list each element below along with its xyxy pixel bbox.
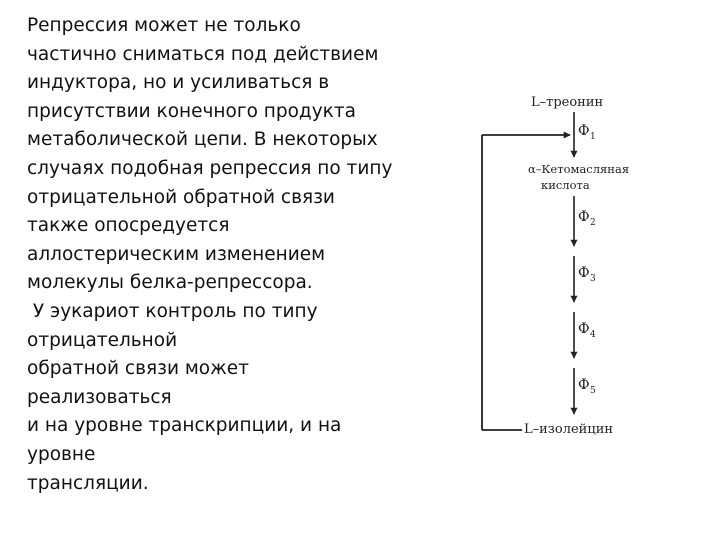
enzyme-phi-symbol: Ф [578, 265, 590, 281]
enzyme-phi-symbol: Ф [578, 377, 590, 393]
text-line: аллостерическим изменением [27, 243, 326, 265]
pathway-step-1 [574, 112, 596, 157]
enzyme-index: 1 [590, 132, 596, 142]
enzyme-phi-symbol: Ф [578, 209, 590, 225]
substrate-label: L–треонин [531, 95, 604, 110]
enzyme-phi-symbol: Ф [578, 321, 590, 337]
text-line: У эукариот контроль по типу [27, 300, 318, 322]
text-line: также опосредуется [27, 215, 230, 237]
enzyme-index: 3 [590, 274, 596, 284]
text-line: уровне [27, 443, 96, 465]
text-line: индуктора, но и усиливаться в [27, 72, 330, 94]
text-line: молекулы белка-репрессора. [27, 272, 313, 294]
pathway-step-5 [574, 368, 596, 414]
text-line: реализоваться [27, 386, 172, 408]
text-line: случаях подобная репрессия по типу [27, 157, 393, 179]
text-line: присутствии конечного продукта [27, 100, 356, 122]
enzyme-phi-symbol: Ф [578, 123, 590, 139]
enzyme-index: 4 [590, 330, 596, 340]
pathway-step-2 [574, 196, 596, 246]
text-line: отрицательной обратной связи [27, 186, 335, 208]
text-line: метаболической цепи. В некоторых [27, 129, 378, 151]
text-line: Репрессия может не только [27, 15, 301, 36]
text-line: трансляции. [27, 472, 149, 494]
text-line: обратной связи может [27, 358, 249, 380]
intermediate-label-line1: α–Кетомасляная [528, 162, 630, 176]
pathway-step-3 [574, 256, 596, 302]
intermediate-label-line2: кислота [541, 178, 590, 192]
end-product-label: L–изолейцин [524, 422, 614, 437]
pathway-step-4 [574, 312, 596, 358]
text-line: отрицательной [27, 329, 178, 351]
enzyme-index: 5 [590, 386, 596, 396]
text-line: частично сниматься под действием [27, 43, 379, 65]
enzyme-index: 2 [590, 218, 596, 228]
text-line: и на уровне транскрипции, и на [27, 415, 342, 437]
